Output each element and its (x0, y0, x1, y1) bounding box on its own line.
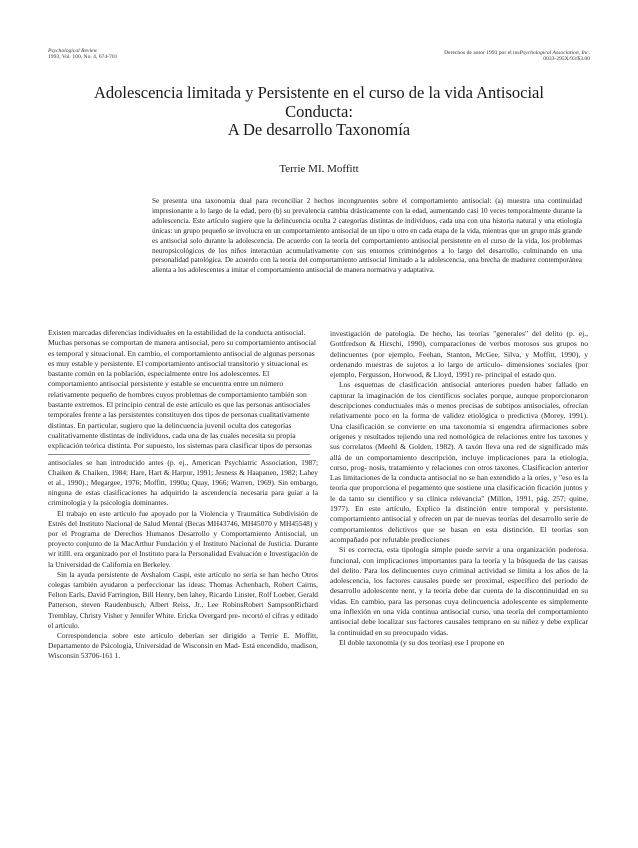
body-paragraph-3: Si es correcta, esta tipología simple puede servir a una organización poderosa. funcional, con implicaciones importantes para la teoría y la búsqueda de las causas del delito. Para los delincuentes cuyo criminal actividad se limita a los años de la adolescencia, los factores causales puede ser proximal, específico del período de desarrollo adolescente nent, y la teoría debe dar cuenta de la discontinuidad en su vidas. En cambio, para las personas cuya delincuencia adolescente es simplemente una inflexión en una vida continua antisocial curso, una teoría del comportamiento antisocial debe localizar sus factores causales temprano en su niñez y debe explicar la continuidad en su preocupado vidas. (330, 545, 588, 637)
copyright-prefix: Derechos de autor 1993 por el ins (444, 50, 520, 56)
issn: 0033-295X/93/$3.00 (543, 56, 590, 63)
footnote-acknowledgments: Sin la ayuda persistente de Avshalom Caspi, este artículo no sería se han hecho Otros colegas también ayudaron a perfeccionar las ideas: Thomas Achenbach, Robert Cairns, Felton Earls, David Farrington, Bill Henry, ben lahey, Ricardo Linster, Rolf Loeber, Gerald Patterson, steven Raudenbusch, Albert Reiss, Jr., Lee RobinsRobert SampsonRichard Tremblay, Christy Visher y Jennifer White. Ericka Overgard pre- recortó el cifras y editado el artículo. (48, 569, 318, 630)
publisher-name: Psychological Association, Inc. (519, 50, 590, 56)
journal-name: Psychological Review (48, 48, 98, 54)
body-paragraph-2: Los esquemas de clasificación antisocial anteriores pueden haber fallado en capturar la imaginación de los científicos sociales porque, aunque proporcionaron descripciones conductuales más o menos precisas de subtipos antisociales, ofrecían relativamente poco en la forma de validez etiológica o predictiva (Morey, 1991). Una clasificación se convierte en una taxonomía si engendra afirmaciones sobre orígenes y resultados tejiendo una red nomológica de relaciones entre los taxones y sus correlatos (Meehl & Golden, 1982). A taxón lleva una red de significado más allá de un comportamiento descripción, incluye implicaciones para la etiología, curso, prog- nosis, tratamiento y relaciones con otros taxones. Clasificacion anterior Las limitaciones de la conducta antisocial no se han extendido a la oríes, y "eso es la teoría que proporciona el pegamento que sostiene una clasificación ficación juntos y le da tanto su científico y su clínica relevancia" (Millon, 1991, pág. 257; quine, 1977). En este artículo, Explico la distinción entre temporal y persistente. comportamiento antisocial y ofrecen un par de nuevas teorías del desarrollo serie de comportamientos delictivos que se basan en esta distinción. El teorías son acompañado por refutable predicciones (330, 380, 588, 544)
journal-info: 1993, Vol. 100, No. 4, 674-701 (48, 54, 118, 61)
intro-continuation: antisociales se han introducido antes (p. ej., American Psychiatric Association, 1987; Chaiken & Chaiken, 1984; Hare, Hart & Harpur, 1991; Jesness & Haapanen, 1982; Lahey et al., 1990).; Megargee, 1976; Moffitt, 1990a; Quay, 1966; Warren, 1969). Sin embargo, ninguna de estas clasificaciones ha adquirido la ascendencia necesaria para guiar a la criminología y la psicología dominantes. (48, 457, 318, 508)
right-column (330, 329, 588, 648)
footnote-funding: El trabajo en este artículo fue apoyado por la Violencia y Traumática Subdivisión de Estrés del Instituto Nacional de Salud Mental (Becas MH43746, MH45070 y MH45548) y por el Programa de Derechos Humanos Desarrollo y Comportamiento Antisocial, un proyecto conjunto de la MacArthur Fundación y el Instituto Nacional de Justicia. Durante wr itilll. era organizado por el Instituto para la Personalidad Evaluación e Investigación de la Universidad de California en Berkeley. (48, 508, 318, 569)
journal-citation (48, 48, 117, 61)
copyright-notice (444, 50, 590, 63)
abstract: Se presenta una taxonomía dual para reconciliar 2 hechos incongruentes sobre el comportamiento antisocial: (a) muestra una continuidad impresionante a lo largo de la edad, pero (b) su prevalencia cambia drásticamente con la edad, aumentando casi 10 veces temporalmente durante la adolescencia. Este artículo sugiere que la delincuencia oculta 2 categorías distintas de individuos, cada una con una historia natural y una etiología únicas: un grupo pequeño se involucra en un comportamiento antisocial de un tipo u otro en cada etapa de la vida, mientras que un grupo más grande es antisocial solo durante la adolescencia. De acuerdo con la teoría del comportamiento antisocial persistente en el curso de la vida, los problemas neuropsicológicos de los niños interactúan acumulativamente con sus entornos criminógenos a lo largo del desarrollo, culminando en una personalidad patológica. De acuerdo con la teoría del comportamiento antisocial limitado a la adolescencia, una brecha de madurez contemporánea alienta a los adolescentes a imitar el comportamiento antisocial de manera normativa y adaptativa. (152, 197, 582, 275)
title-line-1: Adolescencia limitada y Persistente en el curso de la vida Antisocial (94, 83, 544, 102)
left-column (48, 328, 318, 662)
footnote-separator (48, 454, 310, 455)
body-paragraph-1: investigación de patología. De hecho, las teorías "generales" del delito (p. ej., Gottfredson & Hirschi, 1990), comparaciones de verbos morosos sus grupos no delincuentes (por ejemplo, Feehan, Stanton, McGee, Silva, y Moffitt, 1990), y ordenando muestras de sujetos a lo largo de artículo- dimensiones sociales (por ejemplo, Fergusson, Horwood, & Lloyd, 1991) re- principal el estado quo. (330, 329, 588, 380)
paper-title (40, 84, 598, 140)
body-paragraph-4: El doble taxonomía (y su dos teorías) ese I propone en (339, 637, 505, 647)
author-name: Terrie MI. Moffitt (279, 163, 359, 175)
title-line-3: A De desarrollo Taxonomía (227, 120, 411, 139)
footnote-correspondence: Correspondencia sobre este artículo deberían ser dirigido a Terrie E. Moffitt, Departamento de Psicología, Universidad de Wisconsin en Mad- Está encendido, madison, Wisconsin 53706-161 1. (48, 631, 318, 661)
title-line-2: Conducta: (285, 101, 353, 121)
intro-paragraph: Existen marcadas diferencias individuales en la estabilidad de la conducta antisocial. Muchas personas se comportan de manera antisocial, pero su comportamiento antisocial es temporal y situacional. En cambio, el comportamiento antisocial de algunas personas es muy estable y persistente. El comportamiento antisocial transitorio y situacional es bastante común en la población, especialmente entre los adolescentes. El comportamiento antisocial persistente y estable se encuentra entre un número relativamente pequeño de hombres cuyos problemas de comportamiento también son bastante extremos. El principio central de este artículo es que las personas antisociales temporales frente a las persistentes constituyen dos tipos de personas cualitativamente distintas. En particular, sugiero que la delincuencia juvenil oculta dos categorías cualitativamente distintas de individuos, cada una de las cuales necesita su propia explicación teórica distinta. Por supuesto, los sistemas para clasificar tipos de personas (48, 328, 317, 451)
